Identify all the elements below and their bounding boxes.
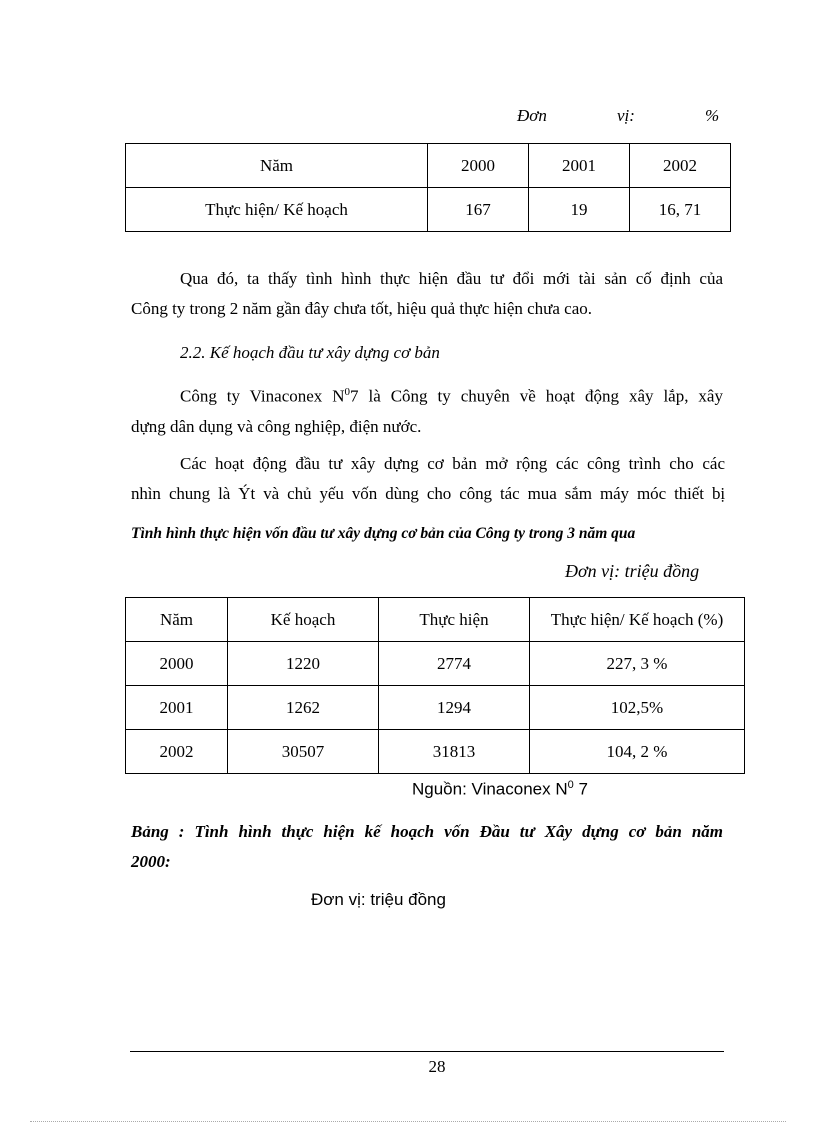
table-cell: 227, 3 % [530,642,745,686]
text-segment: 7 [573,779,588,799]
unit-label: Đơn vị: triệu đồng [311,890,446,909]
section-heading: 2.2. Kế hoạch đầu tư xây dựng cơ bản [180,343,440,362]
table-title: Tình hình thực hiện vốn đầu tư xây dựng cơ bản của Công ty trong 3 năm qua [131,525,636,542]
table-header-row [126,598,745,642]
table-cell: 31813 [379,730,530,774]
unit-label: Đơn vị: triệu đồng [565,561,700,581]
text-segment: Nguồn: Vinaconex N [412,779,568,799]
paragraph-line: Công ty trong 2 năm gần đây chưa tốt, hiệu quả thực hiện chưa cao. [131,299,593,318]
text-segment: 7 là Công ty chuyên về hoạt động xây lắp, xây [350,386,723,406]
table-cell: Thực hiện/ Kế hoạch [126,188,428,232]
table-cell: 30507 [228,730,379,774]
paragraph-company [131,377,723,442]
paragraph-assessment [131,264,723,324]
table-cell: 2000 [126,642,228,686]
page-number: 28 [428,1057,446,1076]
table-cell: 19 [529,188,630,232]
table-row [126,730,745,774]
table-header-row [126,144,731,188]
superscript: 0 [344,386,351,398]
superscript: 0 [567,779,574,791]
paragraph-line: Qua đó, ta thấy tình hình thực hiện đầu tư đổi mới tài sản cố định của [180,269,723,288]
table-header-cell: 2002 [630,144,731,188]
paragraph-line: Các hoạt động đầu tư xây dựng cơ bản mở rộng các công trình cho các [180,454,725,473]
paragraph-activities [131,449,725,509]
source-note [412,779,588,800]
table-row [126,686,745,730]
table-title [131,817,723,877]
table-cell: 1262 [228,686,379,730]
table-cell: 2774 [379,642,530,686]
table-row [126,188,731,232]
table-cell: 1220 [228,642,379,686]
title-line: 2000: [131,852,171,871]
text-segment: Công ty Vinaconex N [180,386,345,406]
unit-label-vi: vị: [617,106,635,125]
paragraph-line: dựng dân dụng và công nghiệp, điện nước. [131,416,422,436]
table-header-cell: Kế hoạch [228,598,379,642]
footer-divider [130,1051,724,1052]
table-cell: 1294 [379,686,530,730]
table-cell: 2001 [126,686,228,730]
table-cell: 2002 [126,730,228,774]
unit-label-percent: % [705,106,720,125]
page-edge-divider [30,1121,786,1122]
table-cell: 16, 71 [630,188,731,232]
paragraph-line [131,377,723,412]
table-row [126,642,745,686]
investment-ratio-table [125,143,731,232]
table-header-cell: Thực hiện/ Kế hoạch (%) [530,598,745,642]
title-line: Bảng : Tình hình thực hiện kế hoạch vốn Đầu tư Xây dựng cơ bản năm [131,822,723,841]
paragraph-line: nhìn chung là Ýt và chủ yếu vốn dùng cho công tác mua sắm máy móc thiết bị [131,484,725,503]
table-header-cell: Năm [126,144,428,188]
table-header-cell: 2001 [529,144,630,188]
table-cell: 102,5% [530,686,745,730]
table-header-cell: Thực hiện [379,598,530,642]
table-header-cell: Năm [126,598,228,642]
capital-investment-table [125,597,745,774]
table-cell: 167 [428,188,529,232]
table-cell: 104, 2 % [530,730,745,774]
unit-label-don: Đơn [517,106,547,125]
table-header-cell: 2000 [428,144,529,188]
